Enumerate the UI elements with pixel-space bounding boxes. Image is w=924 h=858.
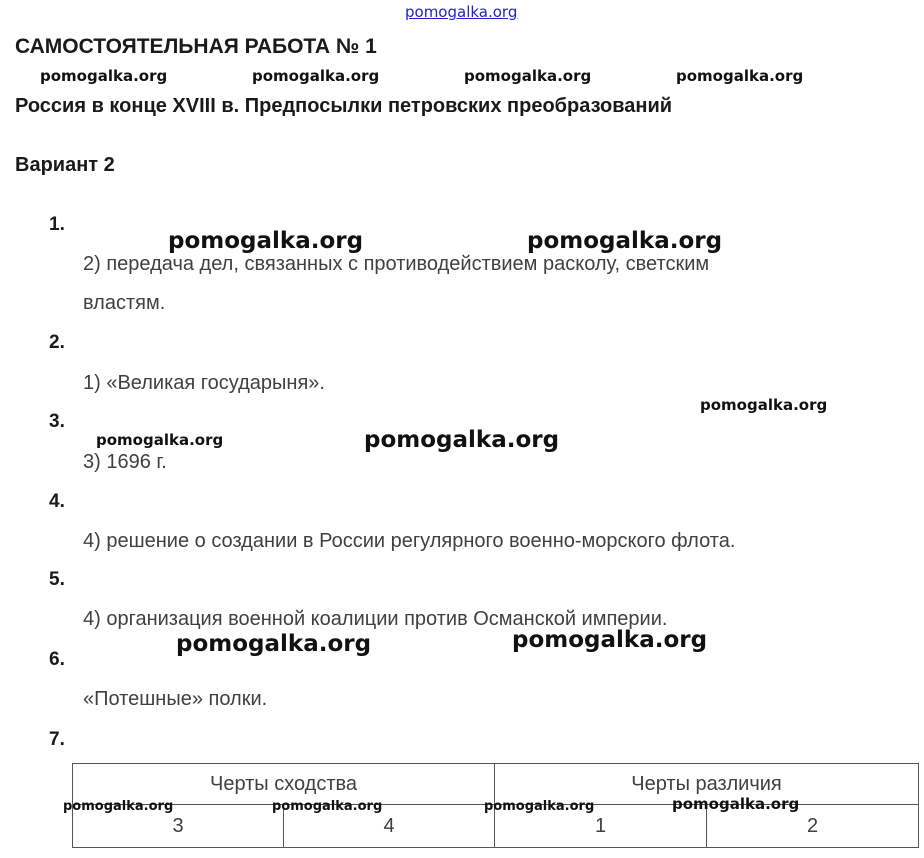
answer-text: властям. bbox=[83, 292, 166, 314]
answer-text: «Потешные» полки. bbox=[83, 688, 268, 710]
watermark: pomogalka.org bbox=[512, 627, 708, 653]
watermark: pomogalka.org bbox=[272, 799, 383, 814]
watermark: pomogalka.org bbox=[700, 396, 828, 414]
question-number: 4. bbox=[49, 491, 65, 512]
answer-text: 1) «Великая государыня». bbox=[83, 372, 325, 394]
table-cell: 4 bbox=[284, 805, 495, 848]
question-number: 6. bbox=[49, 649, 65, 670]
table-header-differences: Черты различия bbox=[495, 764, 919, 805]
watermark: pomogalka.org bbox=[484, 799, 595, 814]
watermark: pomogalka.org bbox=[168, 228, 364, 254]
watermark: pomogalka.org bbox=[364, 427, 560, 453]
watermark: pomogalka.org bbox=[96, 431, 224, 449]
watermark: pomogalka.org bbox=[672, 795, 800, 813]
table-cell: 3 bbox=[73, 805, 284, 848]
watermark: pomogalka.org bbox=[176, 631, 372, 657]
answer-text: 2) передача дел, связанных с противодействием расколу, светским bbox=[83, 253, 710, 275]
table-cell: 1 bbox=[495, 805, 707, 848]
answer-text: 3) 1696 г. bbox=[83, 451, 167, 473]
question-number: 5. bbox=[49, 569, 65, 590]
watermark: pomogalka.org bbox=[676, 67, 804, 85]
question-number: 7. bbox=[49, 729, 65, 750]
page-title: САМОСТОЯТЕЛЬНАЯ РАБОТА № 1 bbox=[15, 35, 377, 58]
answer-text: 4) решение о создании в России регулярного военно-морского флота. bbox=[83, 530, 736, 552]
watermark: pomogalka.org bbox=[252, 67, 380, 85]
question-number: 2. bbox=[49, 332, 65, 353]
watermark-top[interactable]: pomogalka.org bbox=[405, 3, 518, 21]
page-subtitle: Россия в конце XVIII в. Предпосылки петровских преобразований bbox=[15, 95, 673, 117]
watermark: pomogalka.org bbox=[464, 67, 592, 85]
question-number: 1. bbox=[49, 214, 65, 235]
watermark: pomogalka.org bbox=[40, 67, 168, 85]
table-header-similarities: Черты сходства bbox=[73, 764, 495, 805]
watermark: pomogalka.org bbox=[63, 799, 174, 814]
watermark: pomogalka.org bbox=[527, 228, 723, 254]
answer-text: 4) организация военной коалиции против Османской империи. bbox=[83, 608, 668, 630]
question-number: 3. bbox=[49, 411, 65, 432]
variant-label: Вариант 2 bbox=[15, 154, 115, 176]
table-cell: 2 bbox=[707, 805, 919, 848]
